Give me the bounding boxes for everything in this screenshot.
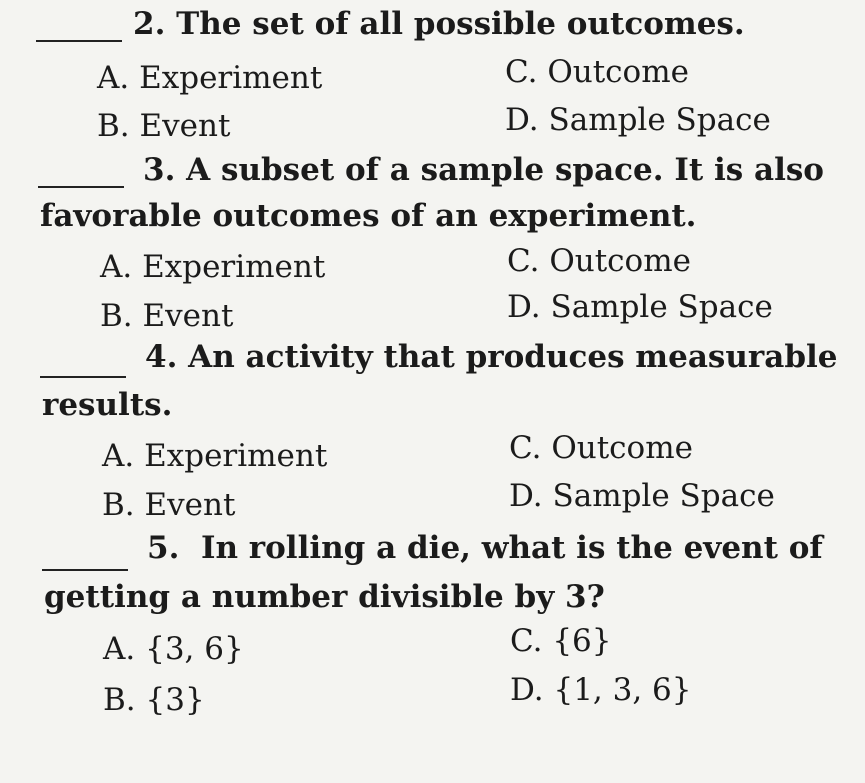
answer-blank[interactable] bbox=[36, 40, 122, 42]
option-c[interactable] bbox=[509, 428, 693, 468]
option-letter: A. bbox=[100, 249, 133, 285]
option-d[interactable] bbox=[505, 100, 771, 140]
option-text: Outcome bbox=[551, 430, 693, 466]
option-text: Event bbox=[142, 298, 234, 334]
question-stem: 3. A subset of a sample space. It is also bbox=[143, 152, 824, 188]
option-text: {1, 3, 6} bbox=[553, 672, 692, 708]
question-stem: 2. The set of all possible outcomes. bbox=[133, 6, 745, 42]
answer-blank[interactable] bbox=[40, 376, 126, 378]
question-stem: 4. An activity that produces measurable bbox=[145, 339, 838, 375]
option-letter: B. bbox=[102, 487, 135, 523]
option-d[interactable] bbox=[509, 476, 775, 516]
option-a[interactable] bbox=[97, 58, 322, 98]
option-letter: A. bbox=[97, 60, 130, 96]
question-stem: 5. In rolling a die, what is the event of bbox=[147, 530, 823, 566]
option-letter: A. bbox=[102, 438, 135, 474]
option-c[interactable] bbox=[507, 241, 691, 281]
option-d[interactable] bbox=[510, 670, 692, 710]
option-text: {3} bbox=[145, 682, 205, 718]
option-c[interactable] bbox=[505, 52, 689, 92]
option-letter: D. bbox=[505, 102, 539, 138]
option-text: Sample Space bbox=[552, 478, 775, 514]
option-letter: C. bbox=[507, 243, 540, 279]
option-letter: B. bbox=[103, 682, 136, 718]
option-letter: B. bbox=[100, 298, 133, 334]
question-stem-continued: getting a number divisible by 3? bbox=[44, 579, 605, 615]
option-text: Experiment bbox=[139, 60, 323, 96]
option-text: Outcome bbox=[547, 54, 689, 90]
option-text: {3, 6} bbox=[145, 631, 244, 667]
option-text: Experiment bbox=[144, 438, 328, 474]
option-c[interactable] bbox=[510, 621, 612, 661]
option-letter: B. bbox=[97, 108, 130, 144]
option-text: Sample Space bbox=[550, 289, 773, 325]
option-text: Outcome bbox=[549, 243, 691, 279]
option-b[interactable] bbox=[102, 485, 235, 525]
option-a[interactable] bbox=[100, 247, 325, 287]
option-d[interactable] bbox=[507, 287, 773, 327]
answer-blank[interactable] bbox=[42, 569, 128, 571]
option-letter: C. bbox=[510, 623, 543, 659]
option-a[interactable] bbox=[102, 436, 327, 476]
option-text: Event bbox=[144, 487, 236, 523]
answer-blank[interactable] bbox=[38, 186, 124, 188]
option-text: Sample Space bbox=[548, 102, 771, 138]
option-letter: A. bbox=[103, 631, 136, 667]
option-text: {6} bbox=[552, 623, 612, 659]
option-b[interactable] bbox=[100, 296, 233, 336]
option-letter: D. bbox=[507, 289, 541, 325]
option-letter: C. bbox=[509, 430, 542, 466]
option-letter: D. bbox=[509, 478, 543, 514]
option-b[interactable] bbox=[97, 106, 230, 146]
question-stem-continued: favorable outcomes of an experiment. bbox=[40, 198, 697, 234]
question-stem-continued: results. bbox=[42, 387, 173, 423]
option-b[interactable] bbox=[103, 680, 205, 720]
option-letter: C. bbox=[505, 54, 538, 90]
option-text: Event bbox=[139, 108, 231, 144]
option-text: Experiment bbox=[142, 249, 326, 285]
option-letter: D. bbox=[510, 672, 544, 708]
option-a[interactable] bbox=[103, 629, 244, 669]
